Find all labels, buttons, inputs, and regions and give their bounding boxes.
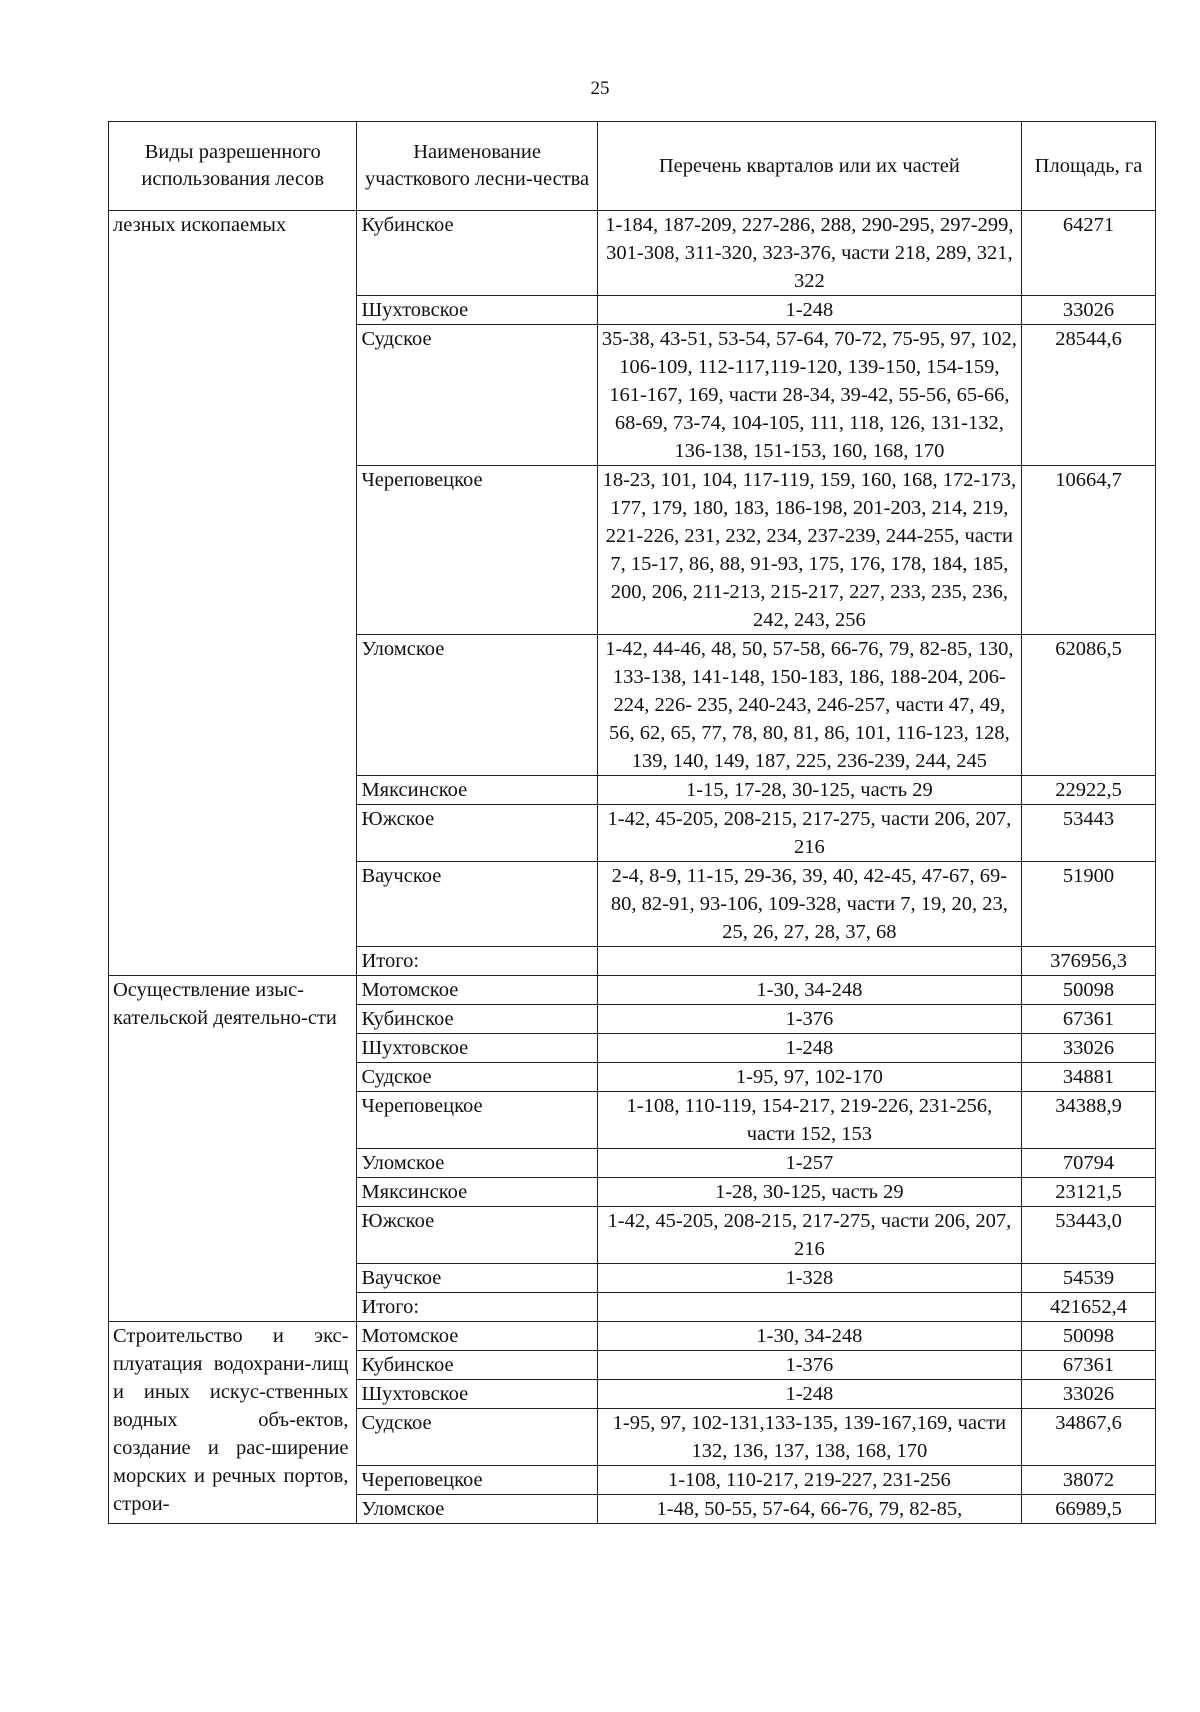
area-cell: 10664,7 <box>1022 466 1156 635</box>
forestry-cell: Уломское <box>357 1149 597 1178</box>
table-row <box>109 1322 1156 1351</box>
quarters-cell: 1-376 <box>597 1351 1021 1380</box>
quarters-cell: 1-248 <box>597 296 1021 325</box>
area-cell: 53443 <box>1022 805 1156 862</box>
quarters-cell: 1-42, 45-205, 208-215, 217-275, части 206, 207, 216 <box>597 805 1021 862</box>
forestry-cell: Череповецкое <box>357 1092 597 1149</box>
forestry-cell: Кубинское <box>357 1005 597 1034</box>
quarters-cell: 1-42, 44-46, 48, 50, 57-58, 66-76, 79, 82-85, 130, 133-138, 141-148, 150-183, 186, 188-204, 206-224, 226- 235, 240-243, 246-257, части 47, 49, 56, 62, 65, 77, 78, 80, 81, 86, 101, 116-123, 128, 139, 140, 149, 187, 225, 236-239, 244, 245 <box>597 635 1021 776</box>
quarters-cell: 1-30, 34-248 <box>597 976 1021 1005</box>
forestry-cell: Кубинское <box>357 1351 597 1380</box>
quarters-cell: 18-23, 101, 104, 117-119, 159, 160, 168, 172-173, 177, 179, 180, 183, 186-198, 201-203, 214, 219, 221-226, 231, 232, 234, 237-239, 244-255, части 7, 15-17, 86, 88, 91-93, 175, 176, 178, 184, 185, 200, 206, 211-213, 215-217, 227, 233, 235, 236, 242, 243, 256 <box>597 466 1021 635</box>
area-cell: 23121,5 <box>1022 1178 1156 1207</box>
forestry-cell: Череповецкое <box>357 466 597 635</box>
total-label: Итого: <box>357 1293 597 1322</box>
use-kind-cell: лезных ископаемых <box>109 211 357 976</box>
quarters-cell: 1-248 <box>597 1380 1021 1409</box>
quarters-cell: 1-328 <box>597 1264 1021 1293</box>
forestry-cell: Шухтовское <box>357 1034 597 1063</box>
area-cell: 34388,9 <box>1022 1092 1156 1149</box>
area-cell: 54539 <box>1022 1264 1156 1293</box>
forestry-cell: Череповецкое <box>357 1466 597 1495</box>
quarters-cell: 2-4, 8-9, 11-15, 29-36, 39, 40, 42-45, 47-67, 69-80, 82-91, 93-106, 109-328, части 7, 19, 20, 23, 25, 26, 27, 28, 37, 68 <box>597 862 1021 947</box>
forestry-cell: Мяксинское <box>357 1178 597 1207</box>
forestry-cell: Уломское <box>357 1495 597 1524</box>
area-cell: 22922,5 <box>1022 776 1156 805</box>
quarters-cell: 1-28, 30-125, часть 29 <box>597 1178 1021 1207</box>
area-cell: 50098 <box>1022 1322 1156 1351</box>
area-cell: 34881 <box>1022 1063 1156 1092</box>
quarters-cell: 1-376 <box>597 1005 1021 1034</box>
area-cell: 33026 <box>1022 1034 1156 1063</box>
quarters-cell: 1-184, 187-209, 227-286, 288, 290-295, 297-299, 301-308, 311-320, 323-376, части 218, 289, 321, 322 <box>597 211 1021 296</box>
area-cell: 66989,5 <box>1022 1495 1156 1524</box>
area-cell: 51900 <box>1022 862 1156 947</box>
use-kind-cell: Осуществление изыс-кательской деятельно-сти <box>109 976 357 1322</box>
forestry-cell: Мотомское <box>357 1322 597 1351</box>
area-cell: 33026 <box>1022 296 1156 325</box>
table-row <box>109 211 1156 296</box>
forestry-cell: Судское <box>357 1063 597 1092</box>
quarters-cell: 1-257 <box>597 1149 1021 1178</box>
forestry-cell: Мяксинское <box>357 776 597 805</box>
quarters-cell: 1-108, 110-217, 219-227, 231-256 <box>597 1466 1021 1495</box>
forest-use-table <box>108 121 1156 1524</box>
area-cell: 28544,6 <box>1022 325 1156 466</box>
area-cell: 67361 <box>1022 1351 1156 1380</box>
forestry-cell: Судское <box>357 1409 597 1466</box>
forestry-cell: Южское <box>357 805 597 862</box>
header-forestry: Наименование участкового лесни-чества <box>357 122 597 211</box>
area-cell: 62086,5 <box>1022 635 1156 776</box>
forestry-cell: Уломское <box>357 635 597 776</box>
quarters-cell: 1-48, 50-55, 57-64, 66-76, 79, 82-85, <box>597 1495 1021 1524</box>
quarters-cell <box>597 947 1021 976</box>
area-cell: 38072 <box>1022 1466 1156 1495</box>
area-cell: 64271 <box>1022 211 1156 296</box>
total-area: 421652,4 <box>1022 1293 1156 1322</box>
forestry-cell: Южское <box>357 1207 597 1264</box>
quarters-cell: 1-108, 110-119, 154-217, 219-226, 231-256, части 152, 153 <box>597 1092 1021 1149</box>
header-use-kind: Виды разрешенного использования лесов <box>109 122 357 211</box>
header-area: Площадь, га <box>1022 122 1156 211</box>
area-cell: 70794 <box>1022 1149 1156 1178</box>
quarters-cell: 1-30, 34-248 <box>597 1322 1021 1351</box>
quarters-cell <box>597 1293 1021 1322</box>
table-row <box>109 976 1156 1005</box>
quarters-cell: 1-95, 97, 102-131,133-135, 139-167,169, части 132, 136, 137, 138, 168, 170 <box>597 1409 1021 1466</box>
area-cell: 53443,0 <box>1022 1207 1156 1264</box>
quarters-cell: 1-95, 97, 102-170 <box>597 1063 1021 1092</box>
forestry-cell: Мотомское <box>357 976 597 1005</box>
quarters-cell: 35-38, 43-51, 53-54, 57-64, 70-72, 75-95, 97, 102, 106-109, 112-117,119-120, 139-150, 154-159, 161-167, 169, части 28-34, 39-42, 55-56, 65-66, 68-69, 73-74, 104-105, 111, 118, 126, 131-132, 136-138, 151-153, 160, 168, 170 <box>597 325 1021 466</box>
header-quarters: Перечень кварталов или их частей <box>597 122 1021 211</box>
quarters-cell: 1-248 <box>597 1034 1021 1063</box>
table-header-row <box>109 122 1156 211</box>
total-area: 376956,3 <box>1022 947 1156 976</box>
area-cell: 50098 <box>1022 976 1156 1005</box>
forestry-cell: Кубинское <box>357 211 597 296</box>
total-label: Итого: <box>357 947 597 976</box>
page-number: 25 <box>590 78 610 99</box>
forestry-cell: Ваучское <box>357 862 597 947</box>
forestry-cell: Шухтовское <box>357 296 597 325</box>
forestry-cell: Шухтовское <box>357 1380 597 1409</box>
quarters-cell: 1-42, 45-205, 208-215, 217-275, части 206, 207, 216 <box>597 1207 1021 1264</box>
forestry-cell: Ваучское <box>357 1264 597 1293</box>
area-cell: 67361 <box>1022 1005 1156 1034</box>
area-cell: 34867,6 <box>1022 1409 1156 1466</box>
quarters-cell: 1-15, 17-28, 30-125, часть 29 <box>597 776 1021 805</box>
use-kind-cell: Строительство и экс-плуатация водохрани-лищ и иных искус-ственных водных объ-ектов, создание и рас-ширение морских и речных портов, строи- <box>109 1322 357 1524</box>
forestry-cell: Судское <box>357 325 597 466</box>
area-cell: 33026 <box>1022 1380 1156 1409</box>
